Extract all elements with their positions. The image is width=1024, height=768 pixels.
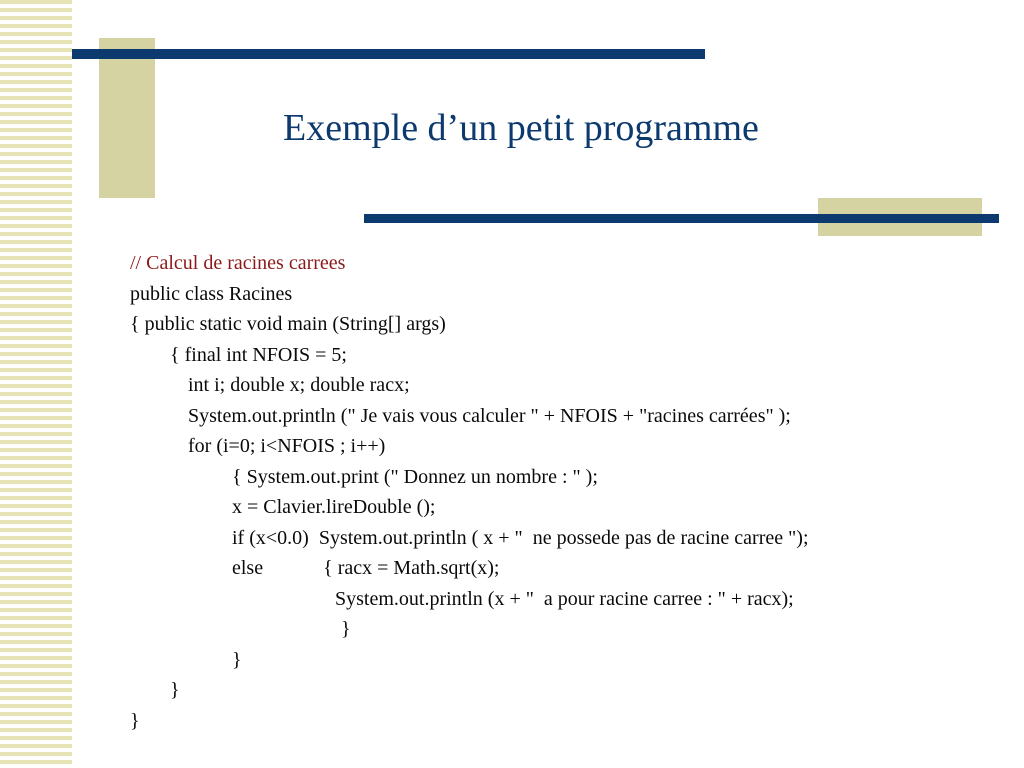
code-line: } [232, 648, 242, 671]
code-line: System.out.println (" Je vais vous calculer " + NFOIS + "racines carrées" ); [188, 404, 791, 427]
code-line: int i; double x; double racx; [188, 374, 410, 396]
slide-title: Exemple d’un petit programme [283, 107, 759, 149]
code-line: // Calcul de racines carrees [130, 252, 346, 274]
code-line: { final int NFOIS = 5; [170, 343, 347, 366]
decorative-bar-top [72, 49, 705, 59]
code-line: } [170, 679, 180, 701]
decorative-bar-bottom [364, 214, 999, 223]
code-line: { public static void main (String[] args) [130, 313, 446, 335]
code-line: { System.out.print (" Donnez un nombre : " ); [232, 465, 598, 488]
code-line: public class Racines [130, 282, 293, 305]
code-line: x = Clavier.lireDouble (); [232, 496, 436, 518]
code-line: if (x<0.0) System.out.println ( x + " ne possede pas de racine carree "); [232, 526, 809, 549]
code-line: for (i=0; i<NFOIS ; i++) [188, 435, 386, 457]
decorative-tan-block-top [99, 38, 155, 198]
code-line: System.out.println (x + " a pour racine carree : " + racx); [335, 587, 794, 610]
code-line-else [130, 553, 809, 584]
code-line: } [341, 618, 351, 640]
code-listing [130, 248, 809, 736]
code-else-block: { racx = Math.sqrt(x); [323, 557, 500, 579]
decorative-stripes [0, 0, 72, 768]
code-keyword-else: else [232, 557, 264, 579]
code-line: } [130, 709, 140, 732]
